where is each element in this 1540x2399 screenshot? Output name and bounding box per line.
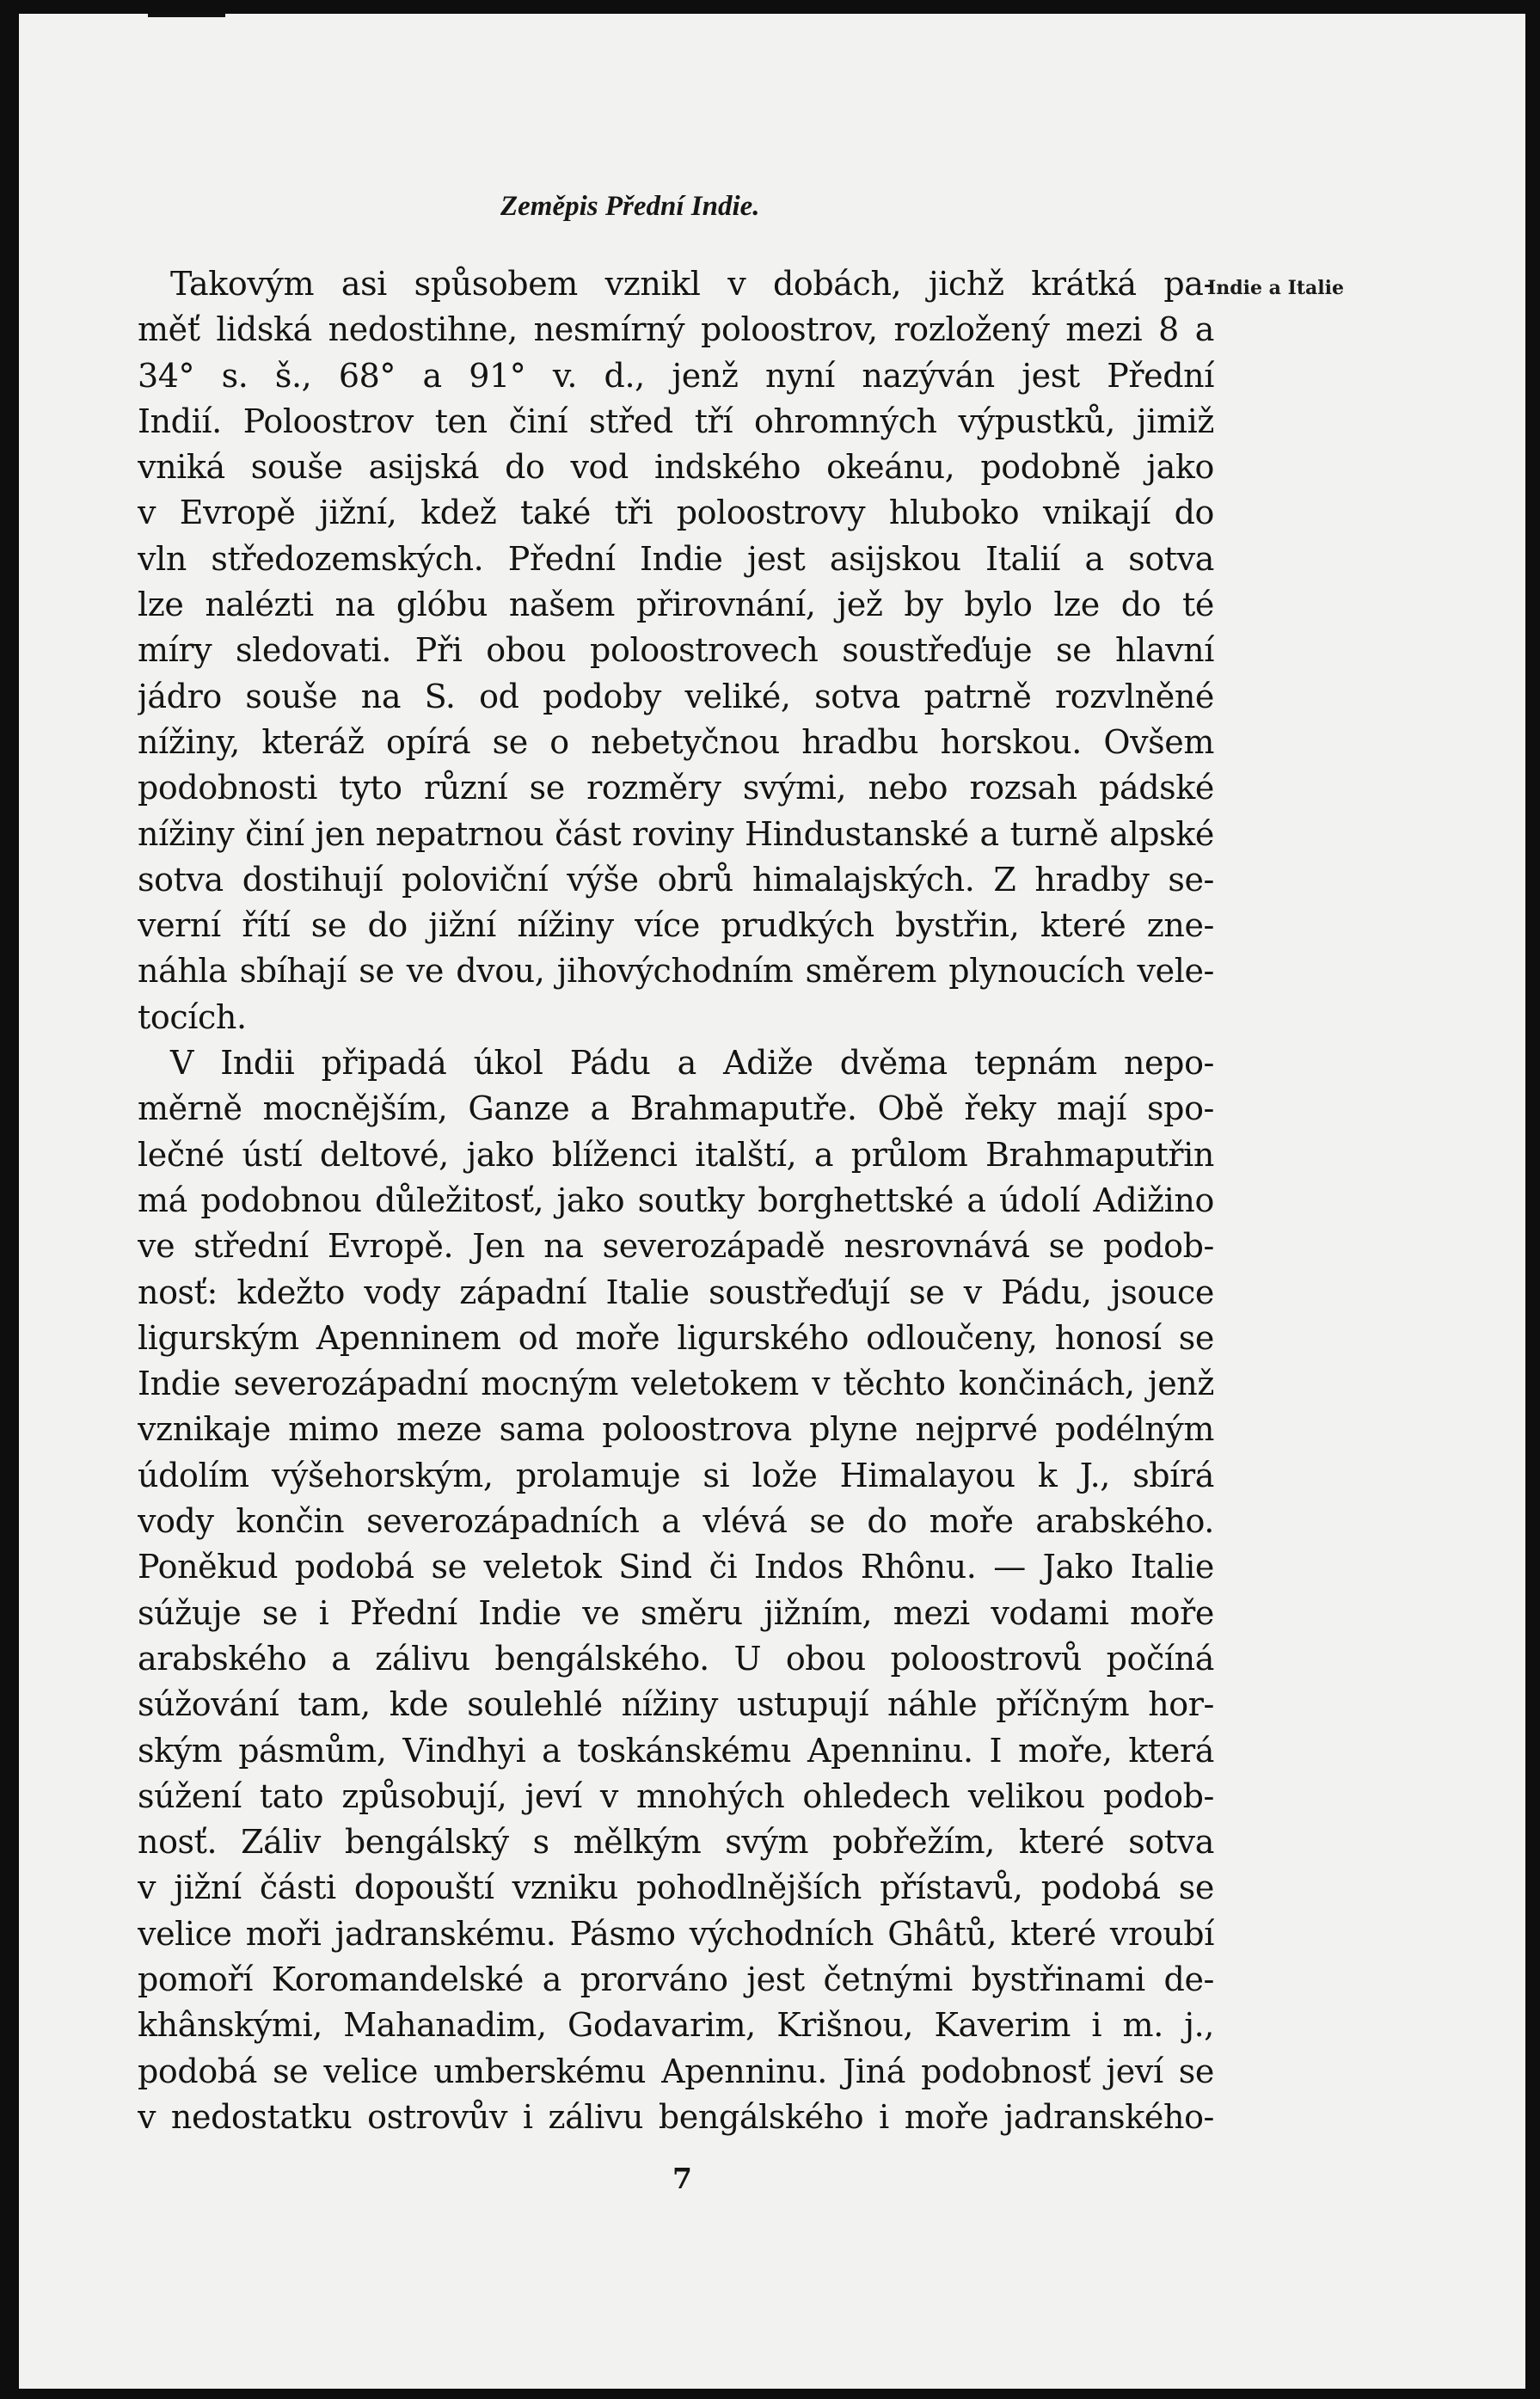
text-line: měrně mocnějším, Ganze a Brahmaputře. Obě řeky mají spo- xyxy=(138,1089,1214,1128)
text-line: v jižní části dopouští vzniku pohodlnějších přístavů, podobá se xyxy=(138,1868,1214,1907)
text-line: jádro souše na S. od podoby veliké, sotva patrně rozvlněné xyxy=(138,677,1214,715)
text-line: khânskými, Mahanadim, Godavarim, Krišnou, Kaverim i m. j., xyxy=(138,2006,1214,2045)
text-line: súžuje se i Přední Indie ve směru jižním, mezi vodami moře xyxy=(138,1593,1214,1632)
text-line: nížiny činí jen nepatrnou část roviny Hindustanské a turně alpské xyxy=(138,814,1214,853)
text-line: měť lidská nedostihne, nesmírný poloostrov, rozložený mezi 8 a xyxy=(138,310,1214,349)
text-line: 34° s. š., 68° a 91° v. d., jenž nyní nazýván jest Přední xyxy=(138,356,1214,395)
text-line: pomoří Koromandelské a prorváno jest četnými bystřinami de- xyxy=(138,1960,1214,1998)
text-line: náhla sbíhají se ve dvou, jihovýchodním směrem plynoucích vele- xyxy=(138,952,1214,991)
text-line: arabského a zálivu bengálského. U obou poloostrovů počíná xyxy=(138,1639,1214,1678)
text-line: nosť. Záliv bengálský s mělkým svým pobřežím, které sotva xyxy=(138,1823,1214,1862)
margin-note: Indie a Italie xyxy=(1207,277,1345,299)
text-line: ve střední Evropě. Jen na severozápadě nesrovnává se podob- xyxy=(138,1227,1214,1266)
text-line: súžení tato způsobují, jeví v mnohých ohledech velikou podob- xyxy=(138,1776,1214,1815)
text-line: údolím výšehorským, prolamuje si lože Himalayou k J., sbírá xyxy=(138,1456,1214,1494)
text-line: nosť: kdežto vody západní Italie soustřeďují se v Pádu, jsouce xyxy=(138,1273,1214,1311)
text-line: Takovým asi spůsobem vznikl v dobách, jichž krátká pa- xyxy=(170,265,1214,303)
text-line: lečné ústí deltové, jako blíženci italští, a průlom Brahmaputřin xyxy=(138,1135,1214,1174)
body-text xyxy=(138,261,1214,2140)
text-line: velice moři jadranskému. Pásmo východních Ghâtů, které vroubí xyxy=(138,1914,1214,1953)
text-line: verní řítí se do jižní nížiny více prudkých bystřin, které zne- xyxy=(138,906,1214,945)
running-title: Zeměpis Přední Indie. xyxy=(500,191,760,222)
text-line: V Indii připadá úkol Pádu a Adiže dvěma tepnám nepo- xyxy=(170,1044,1214,1083)
book-page xyxy=(19,14,1525,2389)
text-line: vznikaje mimo meze sama poloostrova plyne nejprvé podélným xyxy=(138,1410,1214,1449)
text-line: Indie severozápadní mocným veletokem v těchto končinách, jenž xyxy=(138,1365,1214,1403)
text-line: podobá se velice umberskému Apenninu. Jiná podobnosť jeví se xyxy=(138,2052,1214,2090)
text-line: podobnosti tyto různí se rozměry svými, nebo rozsah pádské xyxy=(138,769,1214,807)
text-line: lze nalézti na glóbu našem přirovnání, jež by bylo lze do té xyxy=(138,586,1214,624)
text-line: ským pásmům, Vindhyi a toskánskému Apenninu. I moře, která xyxy=(138,1731,1214,1770)
text-line: v nedostatku ostrovův i zálivu bengálského i moře jadranského- xyxy=(138,2097,1214,2136)
page-number: 7 xyxy=(672,2162,692,2195)
scan-artifact xyxy=(148,14,225,17)
text-line: súžování tam, kde soulehlé nížiny ustupují náhle příčným hor- xyxy=(138,1685,1214,1724)
text-line: vody končin severozápadních a vlévá se do moře arabského. xyxy=(138,1502,1214,1541)
text-line: nížiny, kteráž opírá se o nebetyčnou hradbu horskou. Ovšem xyxy=(138,722,1214,761)
text-line: vln středozemských. Přední Indie jest asijskou Italií a sotva xyxy=(138,539,1214,578)
text-line: tocích. xyxy=(138,997,247,1036)
text-line: sotva dostihují poloviční výše obrů himalajských. Z hradby se- xyxy=(138,860,1214,899)
text-line: Indií. Poloostrov ten činí střed tří ohromných výpustků, jimiž xyxy=(138,402,1214,440)
text-line: v Evropě jižní, kdež také tři poloostrovy hluboko vnikají do xyxy=(138,494,1214,532)
text-line: míry sledovati. Při obou poloostrovech soustřeďuje se hlavní xyxy=(138,631,1214,670)
text-line: vniká souše asijská do vod indského okeánu, podobně jako xyxy=(138,448,1214,487)
text-line: Poněkud podobá se veletok Sind či Indos Rhônu. — Jako Italie xyxy=(138,1548,1214,1586)
text-line: má podobnou důležitosť, jako soutky borghettské a údolí Adižino xyxy=(138,1181,1214,1219)
text-line: ligurským Apenninem od moře ligurského odloučeny, honosí se xyxy=(138,1318,1214,1357)
